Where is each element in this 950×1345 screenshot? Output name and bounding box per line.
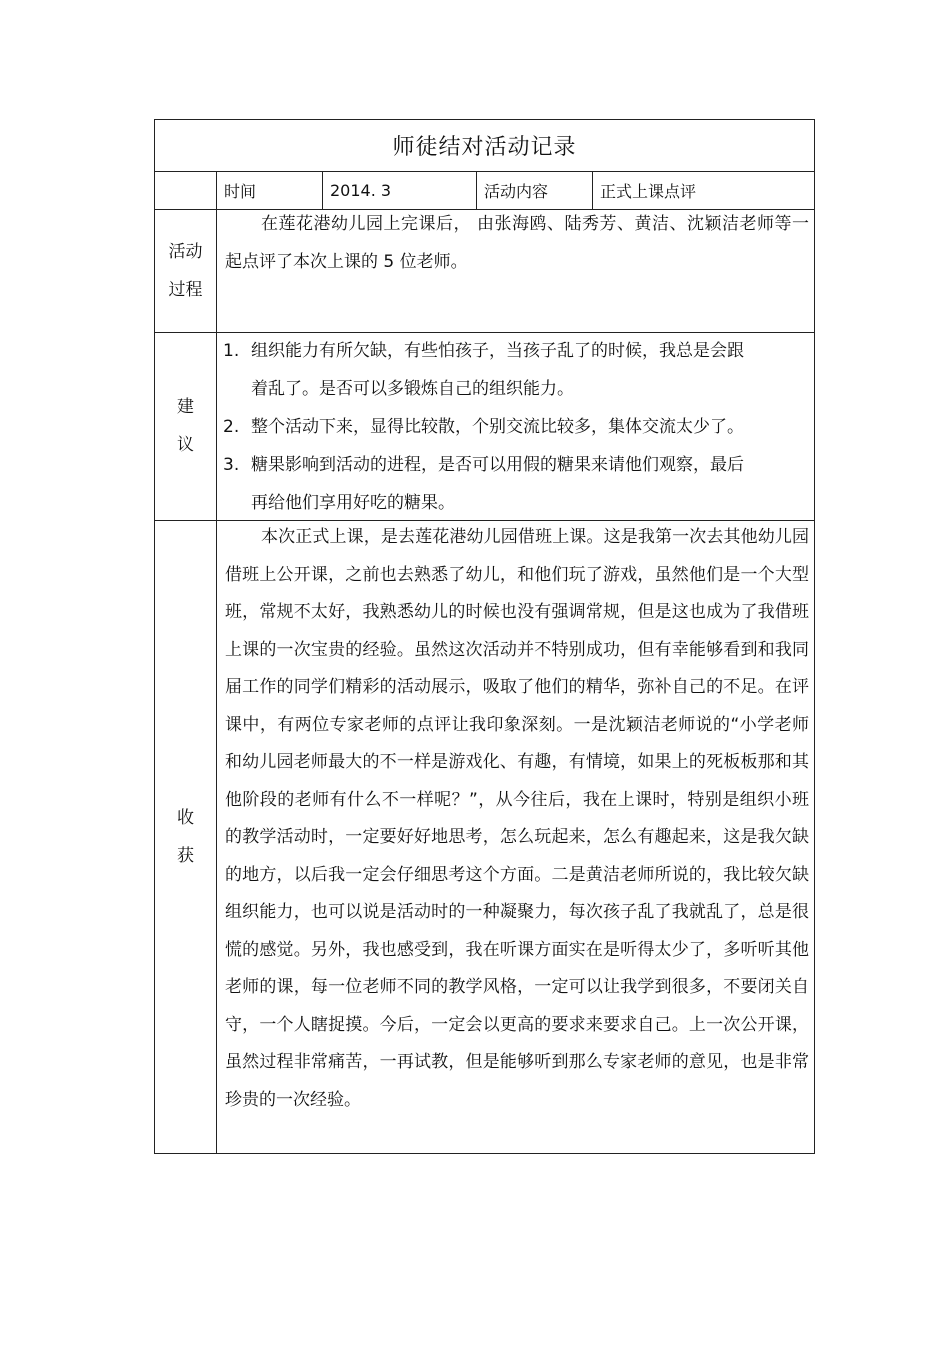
gains-label	[155, 520, 216, 1153]
time-label: 时间	[224, 181, 257, 201]
gains-content	[225, 519, 809, 1119]
suggestions-label	[155, 332, 216, 520]
process-text: 在莲花港幼儿园上完课后， 由张海鸥、陆秀芳、黄洁、沈颖洁老师等一起点评了本次上课的 5 位老师。	[225, 214, 809, 272]
record-title: 师徒结对活动记录	[392, 135, 577, 160]
suggestion-number: 1.	[223, 341, 240, 361]
suggestion-number: 2.	[223, 417, 240, 437]
suggestion-number: 3.	[223, 455, 240, 475]
suggestion-line: 再给他们享用好吃的糖果。	[251, 493, 455, 513]
process-content	[225, 206, 809, 281]
suggestion-line: 整个活动下来，显得比较散，个别交流比较多，集体交流太少了。	[251, 417, 744, 437]
suggestion-item	[223, 446, 807, 522]
suggestions-label-line1: 建	[177, 397, 194, 417]
activity-content-label: 活动内容	[484, 181, 549, 201]
suggestion-item	[223, 332, 807, 408]
suggestion-line: 组织能力有所欠缺，有些怕孩子，当孩子乱了的时候，我总是会跟	[251, 341, 744, 361]
activity-content-value: 正式上课点评	[600, 181, 697, 201]
suggestions-list	[223, 332, 807, 522]
gains-label-line2: 获	[177, 845, 194, 866]
process-label	[155, 209, 216, 332]
gains-label-line1: 收	[177, 807, 194, 828]
suggestion-line: 糖果影响到活动的进程，是否可以用假的糖果来请他们观察，最后	[251, 455, 744, 475]
suggestions-label-line2: 议	[177, 435, 194, 455]
column-divider	[216, 171, 217, 1153]
activity-record-table	[154, 119, 815, 1154]
process-label-line2: 过程	[168, 279, 203, 300]
time-value: 2014. 3	[330, 180, 392, 200]
suggestion-item	[223, 408, 807, 446]
suggestion-line: 着乱了。是否可以多锻炼自己的组织能力。	[251, 379, 574, 399]
process-label-line1: 活动	[168, 241, 203, 262]
gains-text: 本次正式上课，是去莲花港幼儿园借班上课。这是我第一次去其他幼儿园借班上公开课，之前也去熟悉了幼儿，和他们玩了游戏，虽然他们是一个大型班，常规不太好，我熟悉幼儿的时候也没有强调常规，但是这也成为了我借班上课的一次宝贵的经验。虽然这次活动并不特别成功，但有幸能够看到和我同届工作的同学们精彩的活动展示，吸取了他们的精华，弥补自己的不足。在评课中，有两位专家老师的点评让我印象深刻。一是沈颖洁老师说的“小学老师和幼儿园老师最大的不一样是游戏化、有趣，有情境，如果上的死板板那和其他阶段的老师有什么不一样呢？”，从今往后，我在上课时，特别是组织小班的教学活动时，一定要好好地思考，怎么玩起来，怎么有趣起来，这是我欠缺的地方，以后我一定会仔细思考这个方面。二是黄洁老师所说的，我比较欠缺组织能力，也可以说是活动时的一种凝聚力，每次孩子乱了我就乱了，总是很慌的感觉。另外，我也感受到，我在听课方面实在是听得太少了，多听听其他老师的课，每一位老师不同的教学风格，一定可以让我学到很多，不要闭关自守，一个人瞎捉摸。今后，一定会以更高的要求来要求自己。上一次公开课，虽然过程非常痛苦，一再试教，但是能够听到那么专家老师的意见，也是非常珍贵的一次经验。	[225, 527, 809, 1110]
